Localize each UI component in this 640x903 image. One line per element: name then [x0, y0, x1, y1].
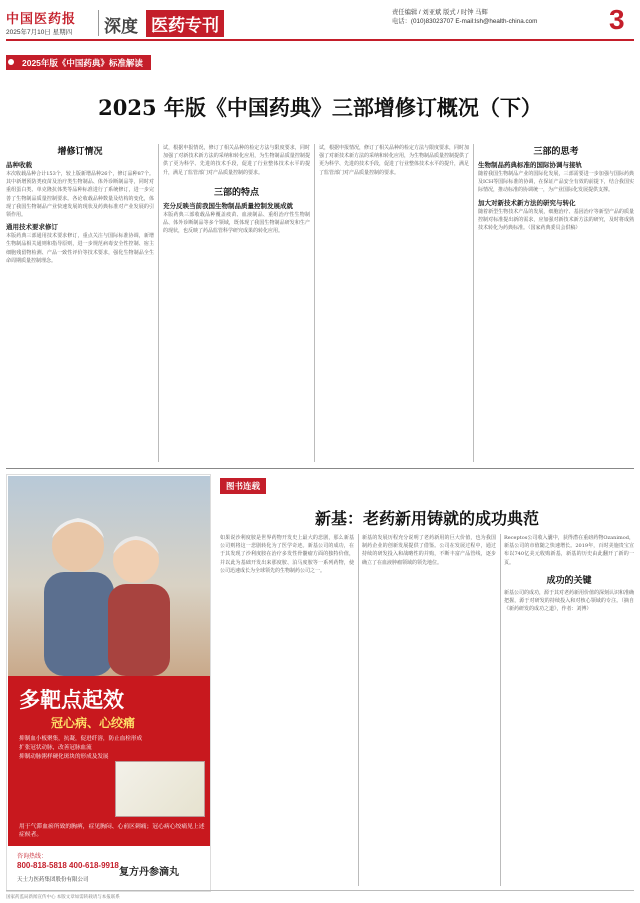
header-divider	[98, 10, 99, 36]
footer-rule	[6, 890, 634, 891]
issue-date: 2025年7月10日 星期四	[6, 29, 73, 36]
hotline-label: 咨询热线：	[17, 854, 48, 860]
page-number: 3	[609, 4, 625, 35]
column-divider	[314, 144, 315, 462]
masthead: 中国医药报	[6, 12, 77, 27]
advertisement[interactable]	[6, 474, 211, 892]
banner-bullet-icon	[8, 59, 14, 65]
serial-column-3	[504, 534, 634, 613]
elderly-couple-illustration	[8, 476, 211, 676]
topic-banner: 2025年版《中国药典》标准解读	[6, 55, 151, 70]
body-text: 新基的发展历程充分说明了老药新用的巨大价值，也为我国制药企业的创新发展提供了借鉴。公司在发展过程中，通过持续的研发投入和战略性的并购，不断丰富产品管线，逐步确立了在血液肿瘤领域的领先地位。	[362, 535, 496, 566]
ad-subline: 冠心病、心绞痛	[51, 716, 136, 730]
editor-line: 责任编辑 / 刘亚斌 版式 / 时钟 马辉	[392, 9, 488, 16]
section-rule	[6, 468, 634, 469]
footer-text: 国家药监局新闻宣传中心 本版文章如需转载请与本报联系	[6, 894, 120, 899]
column-divider	[158, 144, 159, 462]
serial-column-1	[220, 534, 354, 575]
body-text: 本版药典三部通用技术要求修订，重点关注与国际标准协调，新增生物制品相关通则和指导原则，进一步规范病毒安全性控制、宿主细胞残留物检测、产品一致性评价等技术要求，强化生物制品全生命周期质量控制理念。	[6, 233, 154, 264]
body-text: 试，根据申报情况，修订了相关品种的检定方法与限度要求，同时加强了对新技术新方法的采纳和转化应用，为生物制品质量控制提供了更为科学、先进的技术手段，促进了行业整体技术水平的提升，满足了监管部门对产品质量控制的要求。	[319, 145, 469, 176]
sub-heading: 加大对新技术新方法的研究与转化	[478, 198, 576, 207]
ad-bullet: 抑制动脉粥样硬化斑块的形成及发展	[19, 754, 109, 760]
column-divider	[358, 534, 359, 886]
sub-heading: 充分反映当前我国生物制品质量控制发展成就	[163, 201, 293, 210]
body-text: 本次收载品种合计153个，较上版新增品种26个，修订品种87个。其中新增预防类疫苗及治疗类生物制品、体外诊断制品等，同时对重组蛋白类、单克隆抗体类等品种标准进行了系统修订，进一步完善了生物制品质量控制要求。各论收载品种数量及结构的变化，体现了我国生物制品产业快速发展的现状及药典标准对产业发展的引领作用。	[6, 171, 154, 219]
contact-line: 电话：(010)83023707 E-mail:lsh@health-china.com	[392, 18, 538, 25]
product-box-image	[115, 761, 205, 817]
article-column-3	[319, 144, 469, 177]
section-title: 医药专刊	[146, 10, 224, 37]
serial-column-2	[362, 534, 496, 567]
product-name: 复方丹参滴丸	[119, 867, 179, 878]
body-text: 试，根据申报情况，修订了相关品种的检定方法与限度要求，同时加强了对新技术新方法的采纳和转化应用，为生物制品质量控制提供了更为科学、先进的技术手段，促进了行业整体技术水平的提升，满足了监管部门对产品质量控制的要求。	[163, 145, 310, 176]
column-heading: 三部的特点	[213, 187, 259, 198]
ad-photo	[8, 476, 211, 676]
ad-benefit-list	[19, 735, 143, 762]
column-heading: 成功的关键	[546, 575, 592, 586]
column-divider	[500, 534, 501, 886]
sub-heading: 生物制品药典标准的国际协调与接轨	[478, 161, 582, 169]
article-column-1	[6, 144, 154, 265]
ad-bullet: 抑制血小板聚集，抗凝，促进纤溶，防止血栓形成	[19, 736, 143, 742]
hotline-number: 800-818-5818 400-618-9918	[17, 861, 119, 870]
body-text: 随着新型生物技术产品的发展，细胞治疗、基因治疗等新型产品的质量控制对标准提出新的需求，应加强对新技术新方法的研究，及时将成熟技术转化为药典标准。（国家药典委员会供稿）	[478, 208, 634, 232]
ad-bullet: 扩张冠状动脉，改善冠脉血流	[19, 745, 92, 751]
article-column-2	[163, 144, 310, 235]
sub-heading: 通用技术要求修订	[6, 223, 58, 232]
article-title: 2025 年版《中国药典》三部增修订概况（下）	[98, 95, 542, 120]
body-text: 随着我国生物制品产业的国际化发展，三部需要进一步加强与国际药典及ICH等国际标准的协调，在保证产品安全有效的前提下，结合我国实际情况，推动标准的协调统一，为产业国际化发展提供支撑。	[478, 171, 634, 194]
company-name: 天士力医药集团股份有限公司	[17, 877, 89, 883]
header-rule	[6, 39, 634, 41]
ad-indication: 用于气滞血瘀所致的胸痹，症见胸闷、心前区刺痛；冠心病心绞痛见上述症候者。	[19, 824, 205, 838]
column-heading: 增修订情况	[57, 147, 103, 157]
column-heading: 三部的思考	[533, 147, 579, 157]
serial-title: 新基：老药新用铸就的成功典范	[314, 509, 539, 528]
editor-info	[392, 8, 592, 26]
body-text: 本版药典三部收载品种覆盖疫苗、血液制品、重组治疗性生物制品、体外诊断制品等多个领域，既体现了我国生物制品研发和生产的现状，也反映了药品监管科学研究成果的转化应用。	[163, 211, 310, 235]
section-label: 深度	[104, 17, 138, 36]
sub-heading: 品种收载	[6, 161, 32, 169]
article-column-4	[478, 144, 634, 232]
body-text: Receptos公司收入囊中，获得潜在重磅药物Ozanimod，新基公司的市值随之快速增长。2019年，百时美施贵宝宣布以740亿美元收购新基，新基的历史由此翻开了新的一页。	[504, 535, 634, 566]
ad-headline: 多靶点起效	[19, 689, 124, 712]
body-text: 新基公司的成功，源于其对老药新用价值的深刻认识和准确把握，源于对研发的持续投入和对核心领域的专注。（摘自《新药研发的成功之道》，作者：刘博）	[504, 589, 634, 613]
serial-tag: 图书连载	[220, 478, 266, 494]
column-divider	[473, 144, 474, 462]
body-text: 如果说沙利度胺是世界药物开发史上最大的悲剧，那么新基公司则将这一悲剧转化为了医学奇迹。新基公司的成功，在于其发现了沙利度胺在治疗多发性骨髓瘤方面的独特价值，并以此为基础开发出来那度胺、泊马度胺等一系列药物，使公司迅速成长为全球领先的生物制药公司之一。	[220, 535, 354, 574]
